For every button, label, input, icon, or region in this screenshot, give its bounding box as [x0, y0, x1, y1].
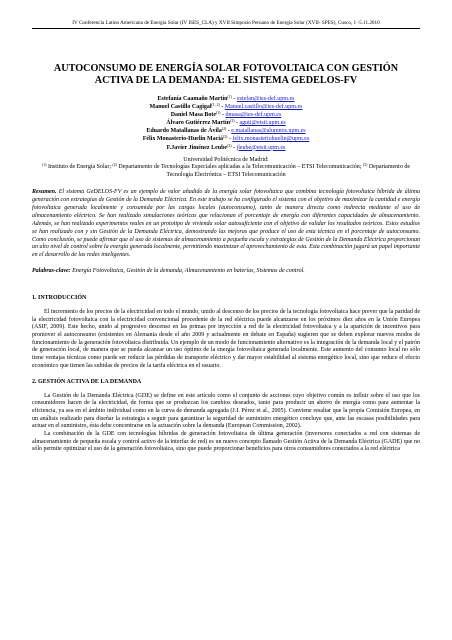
author-name: Manuel Castillo Cagigal — [149, 104, 212, 111]
author-email-link[interactable]: felix.monasteriohuelin@upm.es — [232, 136, 310, 143]
section-1-paragraph-1: El incremento de los precios de la electricidad en todo el mundo, unido al descenso de los precios de la tecnología fotovoltaica hace prever que la paridad de la electricidad fotovoltaica con la electricidad convencional procedente de la red eléctrica puede alcanzarse en los próximos diez años en la Unión Europea (ASIF, 2009). Este hecho, unido al progresivo descenso en las primas por inyección a red de la electricidad fotovoltaica y a la aparición de incentivos para promover el autoconsumo (existentes en Alemania desde el año 2009 y actualmente en debate en España) sugieren que se deben explorar nuevos modos de funcionamiento de la generación fotovoltaica distribuida. Un ejemplo de un modo de funcionamiento alternativo es la integración de la demanda local y el patrón de generación local, de manera que se pueda alcanzar un uso óptimo de la energía fotovoltaica generada localmente. Este aumento del consumo local no sólo tiene ventajas técnicas como puede ser reducir las pérdidas de transporte eléctrico y dar mayor estabilidad al sistema energético local, sino que reduce el efecto económico que tienen las subidas de precios de la tarifa eléctrica en el usuario. — [32, 308, 420, 369]
author-separator: - — [220, 112, 226, 119]
author-name: Daniel Masa Bote — [170, 112, 217, 119]
author-affiliation-mark: (1) — [227, 95, 232, 99]
author-entry — [32, 119, 420, 127]
author-affiliation-mark: (2) — [230, 119, 235, 124]
running-header: IV Conferencia Latino Americana de Energía Solar (IV ISES_CLA) y XVII Simposio Peruano de Energía Solar (XVII- SPES), Cusco, 1 -5.11.2010 — [32, 20, 420, 29]
author-name: Eduardo Matallanas de Ávila — [146, 128, 222, 135]
author-entry — [32, 103, 420, 111]
author-affiliation-mark: (3) — [223, 135, 228, 140]
section-1-title: 1. INTRODUCCIÓN — [32, 294, 87, 301]
author-separator: - — [226, 128, 232, 135]
author-email-link[interactable]: dmasa@ies-def.upm.es — [225, 112, 282, 119]
author-email-link[interactable]: e.matallanas@alumnos.upm.es — [231, 128, 306, 135]
section-2-paragraph-2: La combinación de la GDE con tecnologías híbridas de generación fotovoltaica de última generación (inversores conectados a red con sistemas de almacenamiento de pequeña escala y control activo de la interfaz de red) es un nuevo concepto llamado Gestión Activa de la Demanda Eléctrica (GADE) que no sólo permite optimizar el uso de la generación fotovoltaica, sino que puede proporcionar beneficios para otros consumidores conectados a la red eléctrica — [32, 431, 420, 453]
author-name: Álvaro Gutiérrez Martín — [166, 120, 231, 127]
author-name: Félix Monasterio-Huelin Maciá — [142, 136, 224, 143]
author-affiliation-mark: (1, 2) — [211, 103, 220, 108]
author-separator: - — [231, 96, 237, 102]
author-email-link[interactable]: estefan@ies-def.upm.es — [236, 96, 295, 102]
affiliation-2: Departamento de Tecnologías Especiales aplicadas a la Telecomunicación – ETSI Telecomunicación; — [116, 164, 363, 171]
author-email-link[interactable]: aguti@etsit.upm.es — [239, 120, 286, 127]
keywords-text: Energía Fotovoltaica, Gestión de la demanda, Almacenamiento en baterías, Sistemas de control. — [70, 268, 305, 275]
author-affiliation-mark: (2) — [221, 127, 227, 132]
affiliation-3-mark: (3) — [362, 163, 368, 168]
section-2-title: 2. GESTIÓN ACTIVA DE LA DEMANDA — [32, 378, 142, 385]
author-email-link[interactable]: Manuel.castillo@ies-def.upm.es — [224, 104, 303, 111]
author-separator: - — [219, 104, 225, 111]
author-entry — [32, 135, 420, 143]
affiliation-2-mark: (2) — [112, 163, 117, 168]
author-name: F.Javier Jiménez Leube — [166, 144, 228, 151]
keywords — [32, 268, 420, 276]
section-2-paragraph-1: La Gestión de la Demanda Eléctrica (GDE) se define en este artículo como el conjunto de acciones cuyo objetivo común es influir sobre el uso que los consumidores hacen de la electricidad, de forma que se produzcan los cambios deseados, tanto para producir un ahorro de energía como para aumentar la eficiencia, ya sea en el ámbito individual como en la curva de demanda agregada (J.I. Pérez et al., 2005). Conviene resaltar que la propia Comisión Europea, en un análisis realizado para diseñar la estrategia a seguir para garantizar la seguridad de suministro energético concluye que, ante las escasas posibilidades para actuar en el suministro, ésta debe concentrarse en la actuación sobre la demanda (European Commission, 2002). — [32, 392, 420, 430]
author-separator: - — [227, 136, 233, 143]
author-separator: - — [231, 144, 237, 151]
affiliation-3: Departamento de Tecnología Electrónica – ETSI Telecomunicación — [166, 164, 410, 178]
author-entry — [32, 95, 420, 103]
university-name: Universidad Politécnica de Madrid: — [183, 156, 269, 163]
affiliation-1: Instituto de Energía Solar; — [46, 164, 113, 171]
affiliation-lines — [32, 164, 420, 179]
title-line-1: AUTOCONSUMO DE ENERGÍA SOLAR FOTOVOLTAICA CON GESTIÓN — [53, 63, 399, 74]
paper-title — [32, 63, 420, 87]
abstract-text: El sistema GeDELOS-FV es un ejemplo de valor añadido de la energía solar fotovoltaica que combina tecnología fotovoltaica híbrida de última generación con estrategias de Gestión de la Demanda Eléctrica. En este trabajo se ha configurado el sistema con el objetivo de maximizar la cantidad e energía fotovoltaica generada localmente y consumida por las cargas locales (autoconsumo), tanto de manera directa como indirecta mediante el uso de almacenamiento eléctrico. Se han realizado simulaciones teóricas que relacionan el porcentaje de energía con diferentes capacidades de almacenamiento. Además, se han realizado experimentos reales en un prototipo de vivienda solar autosuficiente con el objetivo de validar los resultados teóricos. Estos estudios se han realizado con y sin Gestión de la Demanda Eléctrica, demostrando las mejoras que produce el uso de esta técnica en el porcentaje de autoconsumo. Como conclusión, se puede afirmar que el uso de sistemas de almacenamiento a pequeña escala y estrategias de Gestión de la Demanda Eléctrica proporcionan un alto nivel de control sobre la energía generada localmente, permitiendo maximizar el aprovechamiento de esta. Esta combinación jugará un papel importante en el desarrollo de las redes inteligentes. — [32, 189, 420, 259]
keywords-label: Palabras-clave: — [32, 268, 71, 275]
author-affiliation-mark: (3) — [227, 143, 232, 148]
author-email-link[interactable]: jleube@etsit.upm.es — [236, 144, 286, 151]
author-separator: - — [234, 120, 240, 127]
author-entry — [32, 127, 420, 135]
abstract — [32, 189, 420, 260]
abstract-label: Resumen. — [32, 189, 57, 196]
author-entry — [32, 144, 420, 152]
author-entry — [32, 111, 420, 119]
affiliations — [32, 157, 420, 180]
author-name: Estefanía Caamaño Martín — [157, 96, 228, 102]
title-line-2: ACTIVA DE LA DEMANDA: EL SISTEMA GEDELOS-FV — [94, 75, 358, 86]
affiliation-1-mark: (1) — [42, 163, 47, 168]
author-affiliation-mark: (1) — [216, 111, 221, 116]
author-list — [32, 95, 420, 152]
